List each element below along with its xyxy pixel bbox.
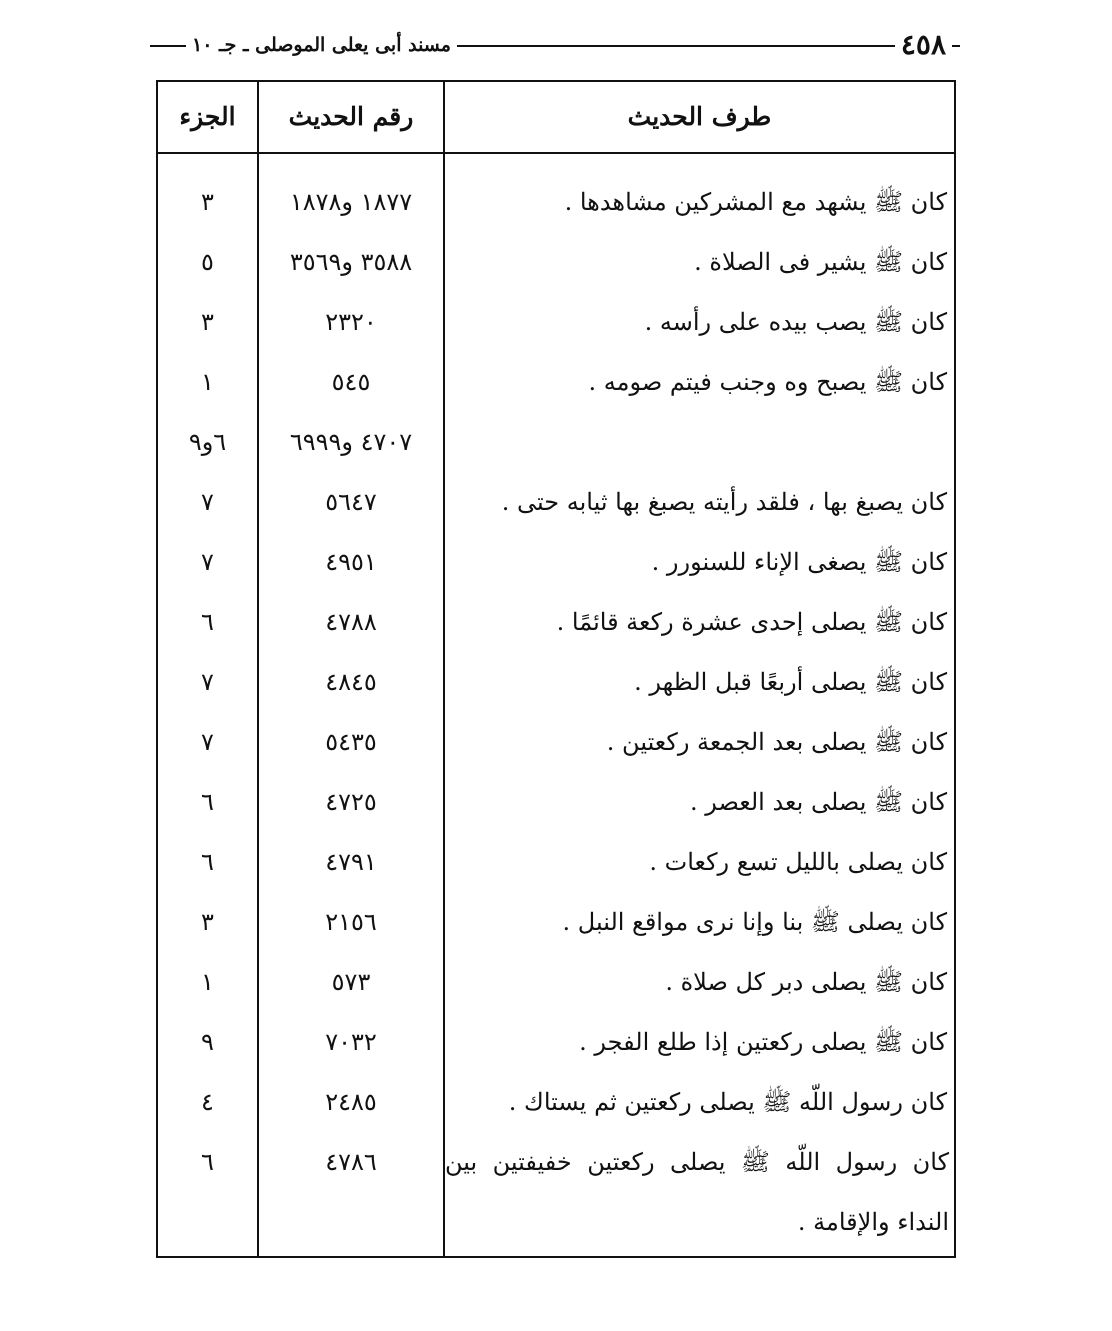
column-header-hadith-number: رقم الحديث (288, 102, 414, 131)
part-cell: ٤ (201, 1088, 214, 1116)
table-row (158, 292, 954, 352)
hadith-number-cell: ٤٩٥١ (325, 548, 377, 576)
hadith-number-cell: ٥٦٤٧ (325, 488, 377, 516)
running-header (150, 28, 960, 62)
part-cell: ٣ (201, 188, 214, 216)
hadith-number-cell: ٧٠٣٢ (325, 1028, 377, 1056)
part-cell: ٣ (201, 308, 214, 336)
hadith-number-cell: ٤٧٠٧ و٦٩٩٩ (289, 428, 413, 456)
hadith-tip-cell: كان ﷺ يصبح وه وجنب فيتم صومه . (588, 368, 947, 396)
part-cell: ١ (201, 968, 214, 996)
book-title: مسند أبى يعلى الموصلى ـ جـ ١٠ (186, 28, 457, 62)
column-header-hadith-tip: طرف الحديث (627, 102, 772, 131)
hadith-tip-cell: كان رسول اللّه ﷺ يصلى ركعتين خفيفتين بين النداء والإقامة . (445, 1148, 949, 1236)
hadith-tip-cell: كان ﷺ يصلى ركعتين إذا طلع الفجر . (579, 1028, 947, 1056)
hadith-tip-cell (445, 412, 947, 472)
table-row (158, 772, 954, 832)
part-cell: ٦ (201, 788, 214, 816)
part-cell: ٧ (201, 728, 214, 756)
hadith-tip-cell: كان ﷺ يشهد مع المشركين مشاهدها . (564, 188, 947, 216)
hadith-number-cell: ٤٨٤٥ (325, 668, 377, 696)
part-cell: ٧ (201, 668, 214, 696)
hadith-number-cell: ٤٧٨٦ (325, 1148, 377, 1176)
hadith-number-cell: ٤٧٨٨ (325, 608, 377, 636)
hadith-number-cell: ١٨٧٧ و١٨٧٨ (289, 188, 413, 216)
hadith-number-cell: ٥٤٣٥ (325, 728, 377, 756)
part-cell: ١ (201, 368, 214, 396)
hadith-number-cell: ٢٤٨٥ (325, 1088, 377, 1116)
hadith-number-cell: ٣٥٨٨ و٣٥٦٩ (289, 248, 413, 276)
header-divider (158, 152, 954, 154)
part-cell: ٦و٩ (188, 428, 227, 456)
table-row (158, 1012, 954, 1072)
page-number: ٤٥٨ (895, 28, 952, 62)
part-cell: ٥ (201, 248, 214, 276)
hadith-tip-cell: كان ﷺ يصلى بعد العصر . (689, 788, 947, 816)
table-body (158, 172, 954, 1252)
table-row (158, 472, 954, 532)
hadith-number-cell: ٤٧٢٥ (325, 788, 377, 816)
table-row (158, 712, 954, 772)
table-row (158, 892, 954, 952)
part-cell: ٦ (201, 848, 214, 876)
table-row (158, 592, 954, 652)
hadith-tip-cell: كان ﷺ يصلى دبر كل صلاة . (665, 968, 947, 996)
table-row (158, 832, 954, 892)
part-cell: ٦ (201, 608, 214, 636)
hadith-number-cell: ٤٧٩١ (325, 848, 377, 876)
hadith-tip-cell: كان ﷺ يصلى إحدى عشرة ركعة قائمًا . (556, 608, 947, 636)
table-row (158, 232, 954, 292)
hadith-number-cell: ٥٤٥ (331, 368, 371, 396)
hadith-tip-cell: كان يصبغ بها ، فلقد رأيته يصبغ بها ثيابه حتى . (501, 488, 947, 516)
hadith-tip-cell: كان يصلى بالليل تسع ركعات . (649, 848, 947, 876)
table-row (158, 952, 954, 1012)
part-cell: ٩ (201, 1028, 214, 1056)
part-cell: ٧ (201, 548, 214, 576)
hadith-tip-cell: كان ﷺ يصغى الإناء للسنورر . (651, 548, 947, 576)
table-row (158, 1072, 954, 1132)
hadith-tip-cell: كان رسول اللّه ﷺ يصلى ركعتين ثم يستاك . (508, 1088, 947, 1116)
hadith-tip-cell: كان ﷺ يصب بيده على رأسه . (644, 308, 947, 336)
part-cell: ٣ (201, 908, 214, 936)
hadith-index-table (156, 80, 956, 1258)
table-row (158, 412, 954, 472)
part-cell: ٦ (201, 1148, 214, 1176)
hadith-tip-cell: كان ﷺ يصلى بعد الجمعة ركعتين . (606, 728, 947, 756)
table-row (158, 532, 954, 592)
hadith-tip-cell: كان يصلى ﷺ بنا وإنا نرى مواقع النبل . (562, 908, 947, 936)
part-cell: ٧ (201, 488, 214, 516)
hadith-number-cell: ٥٧٣ (331, 968, 371, 996)
hadith-tip-cell: كان ﷺ يشير فى الصلاة . (694, 248, 947, 276)
hadith-tip-cell: كان ﷺ يصلى أربعًا قبل الظهر . (634, 668, 947, 696)
hadith-number-cell: ٢٣٢٠ (325, 308, 377, 336)
column-header-part: الجزء (179, 102, 236, 131)
hadith-number-cell: ٢١٥٦ (325, 908, 377, 936)
table-row (158, 652, 954, 712)
table-row (158, 1132, 954, 1252)
table-row (158, 352, 954, 412)
table-row (158, 172, 954, 232)
